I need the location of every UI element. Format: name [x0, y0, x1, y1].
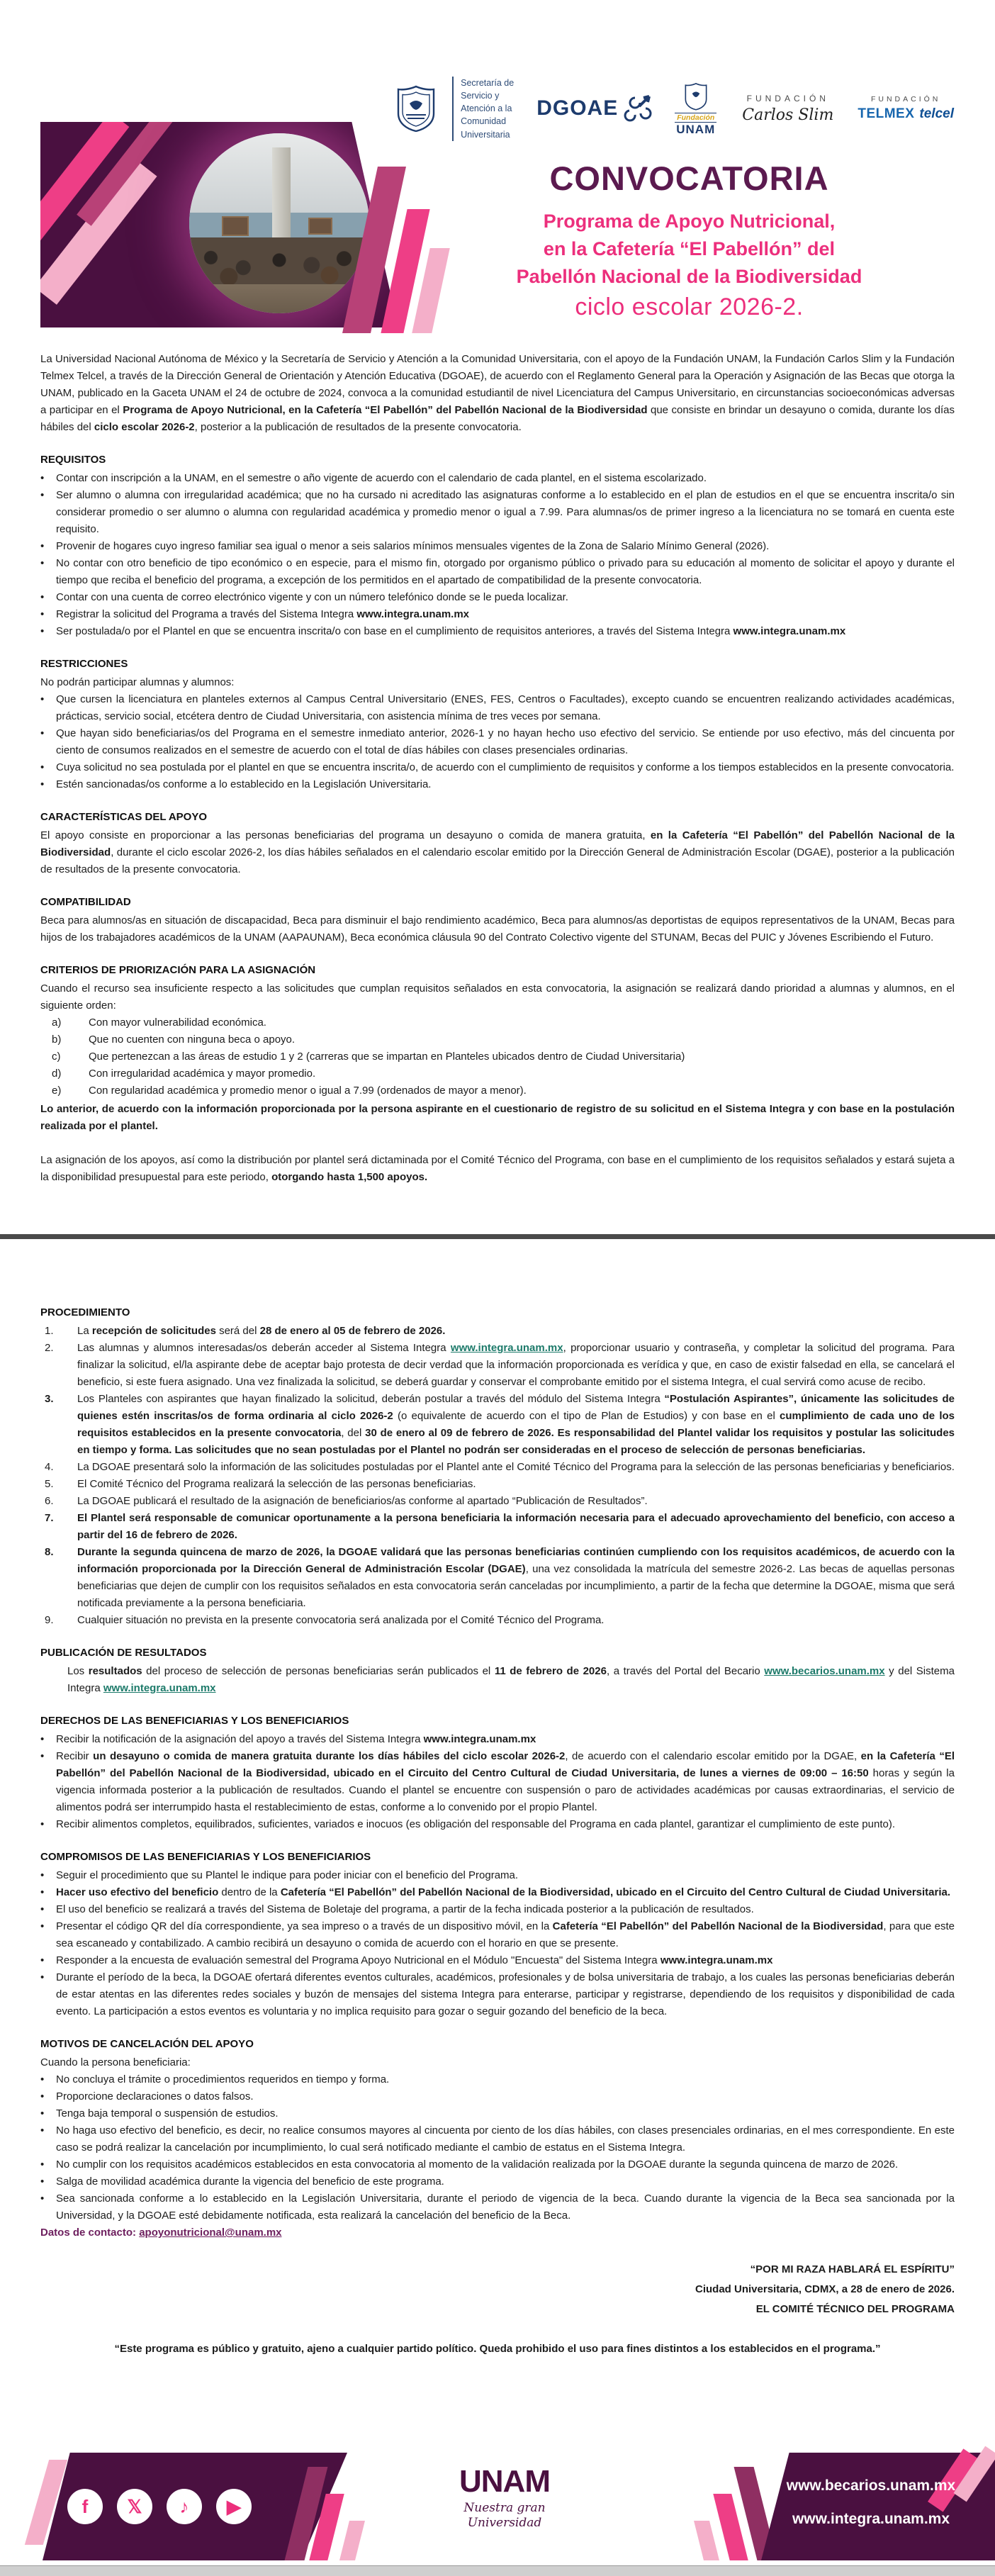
text-run: Lo anterior, de acuerdo con la información proporcionada por la persona aspirante en el cuestionario de registro de su solicitud en el Sistema Integra y con base en la postulación realizada por el plantel. [40, 1103, 955, 1132]
list-item [40, 538, 955, 555]
fundacion-slim-script: Carlos Slim [742, 106, 834, 124]
text-run: Recibir alimentos completos, equilibrados, suficientes, variados e inocuos (es obligación del responsable del Programa en cada plantel, garantizar el cumplimiento de este punto). [56, 1818, 895, 1830]
text-run: El apoyo consiste en proporcionar a las personas beneficiarias del programa un desayuno o comida de manera gratuita, [40, 829, 651, 841]
fundacion-slim-top: FUNDACIÓN [746, 93, 829, 103]
page-title: CONVOCATORIA [549, 159, 829, 197]
text-run: La DGOAE publicará el resultado de la asignación de beneficiarios/as conforme al apartado “Publicación de Resultados”. [77, 1495, 648, 1507]
dgoae-logo [536, 92, 655, 125]
list-marker: 2. [45, 1342, 54, 1354]
text-line: Universidad [467, 2516, 542, 2531]
list-text [56, 776, 955, 793]
youtube-icon[interactable]: ▶ [216, 2489, 252, 2524]
closing-block [40, 2260, 955, 2319]
text-run: Cuya solicitud no sea postulada por el plantel en que se encuentra inscrita/o, de acuerdo con el cumplimiento de requisitos y conforme a los tiempos establecidos en la presente convocatoria. [56, 761, 955, 773]
text-run: y del Sistema Integra [67, 1665, 955, 1694]
text-run: Cuando el recurso sea insuficiente respecto a las solicitudes que cumplan requisitos señalados en esta convocatoria, la asignación se realizará dando prioridad a alumnas y alumnos, en el siguiente orden: [40, 982, 955, 1012]
unam-slogan [448, 2501, 561, 2531]
photo-artframe [222, 216, 249, 236]
list-text [56, 759, 955, 776]
section-heading-compromisos: COMPROMISOS DE LAS BENEFICIARIAS Y LOS BENEFICIARIOS [40, 1851, 371, 1863]
text-run: Los Planteles con aspirantes que hayan finalizado la solicitud, deberán postular a través del módulo del Sistema Integra [77, 1393, 665, 1405]
hero-banner [40, 122, 398, 327]
text-run: , a través del Portal del Becario [606, 1665, 765, 1677]
section-heading-restricciones: RESTRICCIONES [40, 658, 128, 670]
text-run: cumplimiento de cada uno de los requisitos establecidos en la presente convocatoria [77, 1410, 955, 1439]
text-line: Ciudad Universitaria, CDMX, a 28 de enero de 2026. [695, 2283, 955, 2295]
list-text [56, 2122, 955, 2156]
text-line: Universitaria [461, 129, 510, 140]
text-line: “POR MI RAZA HABLARÁ EL ESPÍRITU” [750, 2263, 955, 2275]
text-run: del proceso de selección de personas beneficiarias serán publicados el [142, 1665, 495, 1677]
list-marker: • [40, 761, 45, 773]
text-run: Las alumnas y alumnos interesadas/os deberán acceder al Sistema Integra [77, 1342, 451, 1354]
list-text [56, 470, 955, 487]
list-item [40, 555, 955, 589]
list-item [40, 1082, 955, 1099]
page2-content [0, 1239, 995, 2358]
link[interactable]: www.becarios.unam.mx [764, 1665, 885, 1677]
restricciones-list [40, 691, 955, 793]
list-item [40, 2071, 955, 2088]
list-text [77, 1476, 955, 1493]
list-text [56, 1969, 955, 2020]
section-heading-publicacion: PUBLICACIÓN DE RESULTADOS [40, 1647, 207, 1659]
list-item [40, 1459, 955, 1476]
list-item [40, 1918, 955, 1952]
photo-crowd [189, 237, 369, 288]
text-run: “Postulación Aspirantes”, únicamente las solicitudes de quienes estén inscritas/os de forma ordinaria al ciclo 2026-2 [77, 1393, 955, 1422]
text-run: Que hayan sido beneficiarias/os del Programa en el semestre inmediato anterior, 2026-1 y no hayan hecho uso efectivo del servicio. Se entiende por uso efectivo, más del cincuenta por ciento de consumos realizados en el semestre de acuerdo con el total de días hábiles con clases presenciales ordinarias. [56, 727, 955, 756]
text-run: Durante la segunda quincena de marzo de 2026, la DGOAE validará que las personas beneficiarias continúen cumpliendo con los requisitos académicos, de acuerdo con la información proporcionada por la Dirección General de Administración Escolar (DGAE) [77, 1546, 955, 1575]
fundacion-telmex-logo [858, 95, 954, 122]
list-item [40, 623, 955, 640]
section-heading-requisitos: REQUISITOS [40, 454, 106, 466]
text-run: , una vez consolidada la matrícula del semestre 2026-2. Las becas de aquellas personas beneficiarias que dejen de cumplir con los requisitos señalados en esta convocatoria serán canceladas por incumplimiento, a partir de la fecha que determine la DGOAE, misma que será notificada previamente a la persona beneficiaria. [77, 1563, 955, 1609]
x-icon[interactable]: 𝕏 [117, 2489, 152, 2524]
text-run: horas y según la vigencia informada posterior a la publicación de resultados. Cuando el plantel se encuentre con suspensión o paro de actividades académicas por causas extraordinarias, el servicio de alimentos podrá ser interrumpido hasta el restablecimiento de estas, conforme a lo convenido por el propio Plantel. [56, 1767, 955, 1813]
text-run: Ser postulada/o por el Plantel en que se encuentra inscrita/o con base en el cumplimiento de requisitos anteriores, a través del Sistema Integra [56, 625, 733, 637]
list-item [40, 1748, 955, 1816]
list-marker: • [40, 727, 45, 739]
motivos-list [40, 2071, 955, 2224]
section-heading-motivos: MOTIVOS DE CANCELACIÓN DEL APOYO [40, 2038, 254, 2050]
tiktok-icon[interactable]: ♪ [167, 2489, 202, 2524]
text-run: La [77, 1325, 92, 1337]
list-text [56, 538, 955, 555]
text-run: en la Cafetería “El Pabellón” del Pabellón Nacional de la Biodiversidad, ubicado en el Circuito del Centro Cultural de Ciudad Universitaria, de lunes a viernes de 09:00 – 16:50 [56, 1750, 955, 1779]
list-text [56, 2071, 955, 2088]
text-line: EL COMITÉ TÉCNICO DEL PROGRAMA [755, 2303, 955, 2315]
list-item [40, 725, 955, 759]
page-break-divider [0, 1234, 995, 1239]
list-item [40, 2105, 955, 2122]
list-marker: • [40, 2175, 45, 2188]
text-run: Contar con inscripción a la UNAM, en el semestre o año vigente de acuerdo con el calendario de cada plantel, en el sistema escolarizado. [56, 472, 707, 484]
footer-banner [0, 2453, 995, 2560]
secretaria-label [452, 77, 514, 141]
list-marker: • [40, 2073, 45, 2085]
fundacion-unam-crest-icon [684, 82, 708, 111]
list-item [40, 2190, 955, 2224]
list-text [56, 2105, 955, 2122]
list-marker: 9. [45, 1614, 54, 1626]
list-text [77, 1544, 955, 1612]
text-run: , de acuerdo con el calendario escolar emitido por la DGAE, [565, 1750, 861, 1762]
fundacion-unam-top: Fundación [675, 113, 716, 123]
list-text [89, 1031, 955, 1048]
list-item [40, 1884, 955, 1901]
page-subtitle [422, 208, 957, 291]
page1-content [0, 351, 995, 1186]
text-run: Responder a la encuesta de evaluación semestral del Programa Apoyo Nutricional en el Módulo "Encuesta" del Sistema Integra [56, 1954, 660, 1966]
list-item [40, 1952, 955, 1969]
list-item [40, 759, 955, 776]
list-text [56, 725, 955, 759]
list-marker: • [40, 608, 45, 620]
procedimiento-list [40, 1323, 955, 1629]
list-item [40, 589, 955, 606]
link[interactable]: apoyonutricional@unam.mx [139, 2227, 282, 2239]
text-run: un desayuno o comida de manera gratuita durante los días hábiles del ciclo escolar 2026-2 [93, 1750, 566, 1762]
list-item [40, 1493, 955, 1510]
section-heading-procedimiento: PROCEDIMIENTO [40, 1306, 130, 1318]
list-item [40, 1731, 955, 1748]
text-run: (o equivalente de acuerdo con el tipo de Plan de Estudios) y con base en el [393, 1410, 780, 1422]
list-text [56, 487, 955, 538]
list-text [56, 1884, 955, 1901]
text-run: Datos de contacto: [40, 2227, 140, 2239]
photo-floor [189, 284, 369, 313]
list-marker: a) [52, 1017, 62, 1029]
list-text [89, 1082, 955, 1099]
text-run: No contar con otro beneficio de tipo económico o en especie, para el mismo fin, otorgado por organismo público o privado para su educación al momento de solicitar el apoyo y durante el tiempo que reciba el beneficio del programa, a excepción de los permitidos en el apartado de compatibilidad de la presente convocatoria. [56, 557, 955, 586]
list-text [56, 1952, 955, 1969]
compatibilidad-paragraph [40, 912, 955, 946]
text-run: El uso del beneficio se realizará a través del Sistema de Boletaje del programa, a partir de la fecha indicada posterior a la publicación de resultados. [56, 1903, 754, 1915]
list-item [40, 1867, 955, 1884]
text-run: Los [67, 1665, 89, 1677]
header [0, 0, 995, 330]
title-block [422, 159, 957, 321]
list-marker: • [40, 472, 45, 484]
list-text [56, 1748, 955, 1816]
criterios-paragraph [40, 980, 955, 1014]
requisitos-list [40, 470, 955, 640]
text-line: Programa de Apoyo Nutricional, [543, 211, 836, 232]
motivos-lead: Cuando la persona beneficiaria: [40, 2056, 191, 2068]
telcel-wordmark: telcel [919, 106, 954, 122]
list-marker: 8. [45, 1546, 54, 1558]
caracteristicas-paragraph [40, 827, 955, 878]
text-run: Salga de movilidad académica durante la vigencia del beneficio de este programa. [56, 2175, 444, 2188]
section-heading-compatibilidad: COMPATIBILIDAD [40, 896, 131, 908]
text-run: www.integra.unam.mx [423, 1733, 536, 1745]
list-text [77, 1391, 955, 1459]
footer-urls [775, 2475, 967, 2543]
text-line: Nuestra gran [463, 2501, 546, 2515]
list-item [40, 2173, 955, 2190]
section-heading-derechos: DERECHOS DE LAS BENEFICIARIAS Y LOS BENEFICIARIOS [40, 1715, 349, 1727]
text-run: Programa de Apoyo Nutricional, en la Cafetería “El Pabellón” del Pabellón Nacional de la Biodiversidad [123, 404, 648, 416]
text-run: Durante el período de la beca, la DGOAE ofertará diferentes eventos culturales, académicos, profesionales y de bolsa universitaria de trabajo, a los cuales las personas beneficiarias deberán de estar atentas en las diferentes redes sociales y buzón de mensajes del sistema Integra para enterarse, participar y registrarse, dependiendo de los requisitos y disponibilidad de cada evento. La participación a estos eventos es voluntaria y no implica requisito para gozar o seguir gozando del beneficio de la beca. [56, 1971, 955, 2017]
list-text [56, 1867, 955, 1884]
list-marker: • [40, 2090, 45, 2102]
list-marker: d) [52, 1068, 62, 1080]
list-item [40, 1901, 955, 1918]
text-run: Cafetería “El Pabellón” del Pabellón Nacional de la Biodiversidad [552, 1920, 884, 1932]
text-run: Con regularidad académica y promedio menor o igual a 7.99 (ordenados de mayor a menor). [89, 1085, 527, 1097]
list-text [56, 606, 955, 623]
list-text [56, 1816, 955, 1833]
list-item [40, 2088, 955, 2105]
text-line: www.becarios.unam.mx [786, 2477, 956, 2494]
section-heading-criterios: CRITERIOS DE PRIORIZACIÓN PARA LA ASIGNACIÓN [40, 964, 316, 976]
social-icons [67, 2489, 252, 2524]
list-marker: 7. [45, 1512, 54, 1524]
list-text [77, 1612, 955, 1629]
list-marker: 6. [45, 1495, 54, 1507]
list-marker: • [40, 591, 45, 603]
list-marker: c) [52, 1051, 61, 1063]
publicacion-paragraph [40, 1663, 955, 1697]
text-run: en la Cafetería “El Pabellón” del Pabellón Nacional de la Biodiversidad [40, 829, 955, 858]
text-run: Contar con una cuenta de correo electrónico vigente y con un número telefónico donde se le pueda localizar. [56, 591, 568, 603]
compromisos-list [40, 1867, 955, 2020]
text-run: , para que este sea escaneado y contabilizado. A cambio recibirá un desayuno o comida de acuerdo con el horario en que se presente. [56, 1920, 955, 1949]
list-marker: • [40, 2107, 45, 2119]
list-item [40, 776, 955, 793]
list-marker: 4. [45, 1461, 54, 1473]
text-run: Tenga baja temporal o suspensión de estudios. [56, 2107, 279, 2119]
list-item [40, 487, 955, 538]
text-line: Secretaría de [461, 78, 515, 88]
list-marker: • [40, 1903, 45, 1915]
list-marker: • [40, 2124, 45, 2137]
text-run: La asignación de los apoyos, así como la distribución por plantel será dictaminada por el Comité Técnico del Programa, con base en el cumplimiento de los requisitos señalados y estará sujeta a la disponibilidad presupuestal para este periodo, [40, 1154, 955, 1183]
text-run: será del [215, 1325, 260, 1337]
fundacion-telmex-top: FUNDACIÓN [870, 95, 941, 104]
list-marker: • [40, 2158, 45, 2171]
text-run: Hacer uso efectivo del beneficio [56, 1886, 219, 1898]
text-run: dentro de la [218, 1886, 281, 1898]
list-marker: • [40, 1733, 45, 1745]
text-run: Sea sancionada conforme a lo establecido en la Legislación Universitaria, durante el periodo de vigencia de la beca. Cuando durante la vigencia de la Beca sea sancionada por la Universidad, y la DGOAE esté debidamente notificada, esta realizará la cancelación del beneficio de la Beca. [56, 2193, 955, 2222]
text-run: Que pertenezcan a las áreas de estudio 1 y 2 (carreras que se impartan en Planteles ubicados dentro de Ciudad Universitaria) [89, 1051, 685, 1063]
section-heading-caracteristicas: CARACTERÍSTICAS DEL APOYO [40, 811, 208, 823]
criterios-letter-list [40, 1014, 955, 1099]
list-item [40, 1510, 955, 1544]
text-line: Servicio y [461, 91, 500, 101]
intro-paragraph [40, 351, 955, 436]
text-run: ciclo escolar 2026-2 [94, 421, 195, 433]
list-marker: 1. [45, 1325, 54, 1337]
list-text [56, 2156, 955, 2173]
list-marker: 5. [45, 1478, 54, 1490]
list-marker: e) [52, 1085, 62, 1097]
list-text [89, 1014, 955, 1031]
list-marker: • [40, 1920, 45, 1932]
dgoae-wordmark: DGOAE [536, 96, 619, 121]
unam-crest-icon [395, 85, 437, 132]
text-run: El Comité Técnico del Programa realizará la selección de las personas beneficiarias. [77, 1478, 476, 1490]
list-text [56, 589, 955, 606]
footer-stripe-lightpink-midleft [339, 2521, 365, 2560]
photo-artframe [308, 218, 332, 235]
text-run: www.integra.unam.mx [733, 625, 846, 637]
facebook-icon[interactable]: f [67, 2489, 103, 2524]
list-text [56, 2173, 955, 2190]
text-run: La Universidad Nacional Autónoma de México y la Secretaría de Servicio y Atención a la Comunidad Universitaria, con el apoyo de la Fundación UNAM, la Fundación Carlos Slim y la Fundación Telmex Telcel, a través de la Dirección General de Orientación y Atención Educativa (DGOAE), de acuerdo con el Reglamento General para la Operación y Asignación de las Becas que otorga la UNAM, publicado en la Gaceta UNAM el 24 de octubre de 2024, convoca a la comunidad estudiantil de nivel Licenciatura del Campus Universitario, en circunstancias socioeconómicas adversas a participar en el [40, 353, 955, 416]
footer-unam-logo [448, 2464, 561, 2531]
text-run: Seguir el procedimiento que su Plantel le indique para poder iniciar con el beneficio del Programa. [56, 1869, 519, 1881]
text-run: El Plantel será responsable de comunicar oportunamente a la persona beneficiaria la información necesaria para el adecuado aprovechamiento del beneficio, con acceso a partir del 16 de febrero de 2026. [77, 1512, 955, 1541]
text-run: Presentar el código QR del día correspondiente, ya sea impreso o a través de un dispositivo móvil, en la [56, 1920, 553, 1932]
derechos-list [40, 1731, 955, 1833]
text-line: Comunidad [461, 116, 507, 127]
link[interactable]: www.integra.unam.mx [103, 1682, 216, 1694]
text-run: Estén sancionadas/os conforme a lo establecido en la Legislación Universitaria. [56, 778, 432, 790]
fundacion-unam-logo [675, 82, 716, 136]
list-item [40, 1612, 955, 1629]
text-run: Con mayor vulnerabilidad económica. [89, 1017, 266, 1029]
hero-stripe-lightpink [34, 159, 157, 305]
text-run: Recibir la notificación de la asignación del apoyo a través del Sistema Integra [56, 1733, 424, 1745]
text-run: que consiste en brindar un desayuno o comida, durante los días hábiles del [40, 404, 955, 433]
list-text [89, 1048, 955, 1065]
text-run: recepción de solicitudes [91, 1325, 216, 1337]
list-text [89, 1065, 955, 1082]
list-text [56, 1901, 955, 1918]
list-text [56, 623, 955, 640]
list-text [77, 1323, 955, 1340]
list-marker: b) [52, 1034, 62, 1046]
list-text [56, 1918, 955, 1952]
list-item [40, 2122, 955, 2156]
text-run: La DGOAE presentará solo la información de las solicitudes postuladas por el Plantel ante el Comité Técnico del Programa para la selección de las personas beneficiarias y beneficiarios. [77, 1461, 955, 1473]
list-marker: • [40, 540, 45, 552]
list-item [40, 1014, 955, 1031]
list-text [56, 2190, 955, 2224]
list-item [40, 1969, 955, 2020]
list-item [40, 691, 955, 725]
text-run: Recibir [56, 1750, 94, 1762]
list-item [40, 1476, 955, 1493]
list-marker: • [40, 1954, 45, 1966]
text-run: Cualquier situación no prevista en la presente convocatoria será analizada por el Comité Técnico del Programa. [77, 1614, 605, 1626]
footer-stripe-lightpink-midright [694, 2521, 719, 2560]
list-item [40, 1391, 955, 1459]
list-marker: • [40, 1818, 45, 1830]
text-run: Beca para alumnos/as en situación de discapacidad, Beca para disminuir el bajo rendimiento académico, Beca para alumnos/as deportistas de equipos representativos de la UNAM, Becas para hijos de los trabajadores académicos de la UNAM (AAPAUNAM), Beca económica cláusula 90 del Contrato Colectivo vigente del STUNAM, Becas del PUIC y Jóvenes Escribiendo el Futuro. [40, 914, 955, 943]
text-run: www.integra.unam.mx [660, 1954, 773, 1966]
text-run: Registrar la solicitud del Programa a través del Sistema Integra [56, 608, 357, 620]
list-marker: • [40, 1886, 45, 1898]
list-item [40, 1065, 955, 1082]
list-marker: • [40, 489, 45, 501]
school-cycle: ciclo escolar 2026-2. [575, 293, 804, 321]
unam-wordmark: UNAM [459, 2464, 550, 2499]
text-line: Atención a la [461, 103, 512, 114]
text-run: Que cursen la licenciatura en planteles externos al Campus Central Universitario (ENES, FES, Centros o Facultades), excepto cuando se encuentren realizando actividades académicas, prácticas, servicio social, etcétera dentro de Ciudad Universitaria, con asistencia mínima de tres veces por semana. [56, 693, 955, 722]
text-run: No concluya el trámite o procedimientos requeridos en tiempo y forma. [56, 2073, 390, 2085]
list-text [56, 1731, 955, 1748]
text-run: Provenir de hogares cuyo ingreso familiar sea igual o menor a seis salarios mínimos mensuales vigentes de la Zona de Salario Mínimo General (2026). [56, 540, 770, 552]
text-run: , del [341, 1427, 366, 1439]
text-run: resultados [88, 1665, 142, 1677]
text-run: Cafetería “El Pabellón” del Pabellón Nacional de la Biodiversidad, ubicado en el Circuito del Centro Cultural de Ciudad Universitaria. [280, 1886, 951, 1898]
restricciones-lead: No podrán participar alumnas y alumnos: [40, 676, 235, 688]
text-run: No haga uso efectivo del beneficio, es decir, no realice consumos mayores al cincuenta por ciento de los días hábiles, con clases presenciales ordinarias, en el mes correspondiente. En este caso se podrá realizar la cancelación por incumplimiento, lo cual será notificado mediante el cambio de estatus en el Sistema Integra. [56, 2124, 955, 2154]
criterios-bold-note [40, 1101, 955, 1135]
page-edge-strip [0, 2565, 995, 2576]
telmex-wordmark: TELMEX [858, 106, 915, 122]
list-text [56, 2088, 955, 2105]
list-text [77, 1493, 955, 1510]
text-run: No cumplir con los requisitos académicos establecidos en esta convocatoria al momento de la validación realizada por la DGOAE durante la segunda quincena de marzo de 2026. [56, 2158, 899, 2171]
text-run: 30 de enero al 09 de febrero de 2026. Es responsabilidad del Plantel validar los requisitos y postular las solicitudes en tiempo y forma. Las solicitudes que no sean postuladas por el Plantel no podrán ser consideradas en el proceso de selección de personas beneficiarias. [77, 1427, 955, 1456]
list-marker: • [40, 557, 45, 569]
fundacion-carlos-slim-logo [742, 94, 833, 124]
list-item [40, 606, 955, 623]
text-run: 11 de febrero de 2026 [494, 1665, 607, 1677]
text-run: 28 de enero al 05 de febrero de 2026. [259, 1325, 446, 1337]
text-run: , proporcionar usuario y contraseña, y completar la solicitud del programa. Para finalizar la solicitud, el/la aspirante debe de aceptar bajo protesta de decir verdad que la información proporcionada es verídica y que, en caso de existir falsedad en ella, se cancelará el beneficio, si este fuera asignado. Una vez finalizada la solicitud, se deberá guardar y conservar el comprobante emitido por el sistema Integra, el cual servirá como acuse de recibo. [77, 1342, 955, 1388]
list-marker: • [40, 1750, 45, 1762]
contact-line [40, 2224, 955, 2241]
text-run: , posterior a la publicación de resultados de la presente convocatoria. [194, 421, 522, 433]
list-item [40, 1816, 955, 1833]
list-marker: • [40, 1869, 45, 1881]
legal-quote: “Este programa es público y gratuito, ajeno a cualquier partido político. Queda prohibido el uso para fines distintos a los establecidos en el programa.” [114, 2343, 881, 2355]
list-text [56, 691, 955, 725]
fundacion-unam-bottom: UNAM [676, 123, 716, 137]
text-run: Ser alumno o alumna con irregularidad académica; que no ha cursado ni acreditado las asignaturas conforme a lo establecido en el plan de estudios en el que se encuentra inscrita/o sin considerar promedio o ser alumno o alumna con regularidad académica y promedio menor o igual a 7.99. Para alumnas/os de primer ingreso a la licenciatura no se tomará en cuenta este requisito. [56, 489, 955, 535]
dgoae-swirl-icon [622, 92, 655, 125]
list-item [40, 1544, 955, 1612]
list-text [77, 1340, 955, 1391]
list-item [40, 1340, 955, 1391]
list-item [40, 2156, 955, 2173]
text-line: en la Cafetería “El Pabellón” del [543, 238, 836, 260]
text-run: Con irregularidad académica y mayor promedio. [89, 1068, 316, 1080]
text-line: Pabellón Nacional de la Biodiversidad [516, 266, 862, 288]
criterios-closing [40, 1152, 955, 1186]
text-run: otorgando hasta 1,500 apoyos. [271, 1171, 428, 1183]
list-item [40, 1323, 955, 1340]
list-marker: • [40, 2193, 45, 2205]
text-line: www.integra.unam.mx [792, 2511, 950, 2528]
text-run: Que no cuenten con ninguna beca o apoyo. [89, 1034, 296, 1046]
list-item [40, 470, 955, 487]
text-run: , durante el ciclo escolar 2026-2, los días hábiles señalados en el calendario escolar emitido por la Dirección General de Administración Escolar (DGAE), posterior a la publicación de resultados de la presente convocatoria. [40, 846, 955, 875]
list-marker: 3. [45, 1393, 54, 1405]
list-marker: • [40, 778, 45, 790]
list-marker: • [40, 693, 45, 705]
cafeteria-photo [189, 133, 369, 313]
list-text [56, 555, 955, 589]
link[interactable]: www.integra.unam.mx [450, 1342, 563, 1354]
list-marker: • [40, 1971, 45, 1983]
text-run: www.integra.unam.mx [356, 608, 470, 620]
list-item [40, 1048, 955, 1065]
logos-row [395, 77, 954, 141]
text-run: Proporcione declaraciones o datos falsos. [56, 2090, 254, 2102]
list-text [77, 1510, 955, 1544]
list-item [40, 1031, 955, 1048]
list-marker: • [40, 625, 45, 637]
list-text [77, 1459, 955, 1476]
